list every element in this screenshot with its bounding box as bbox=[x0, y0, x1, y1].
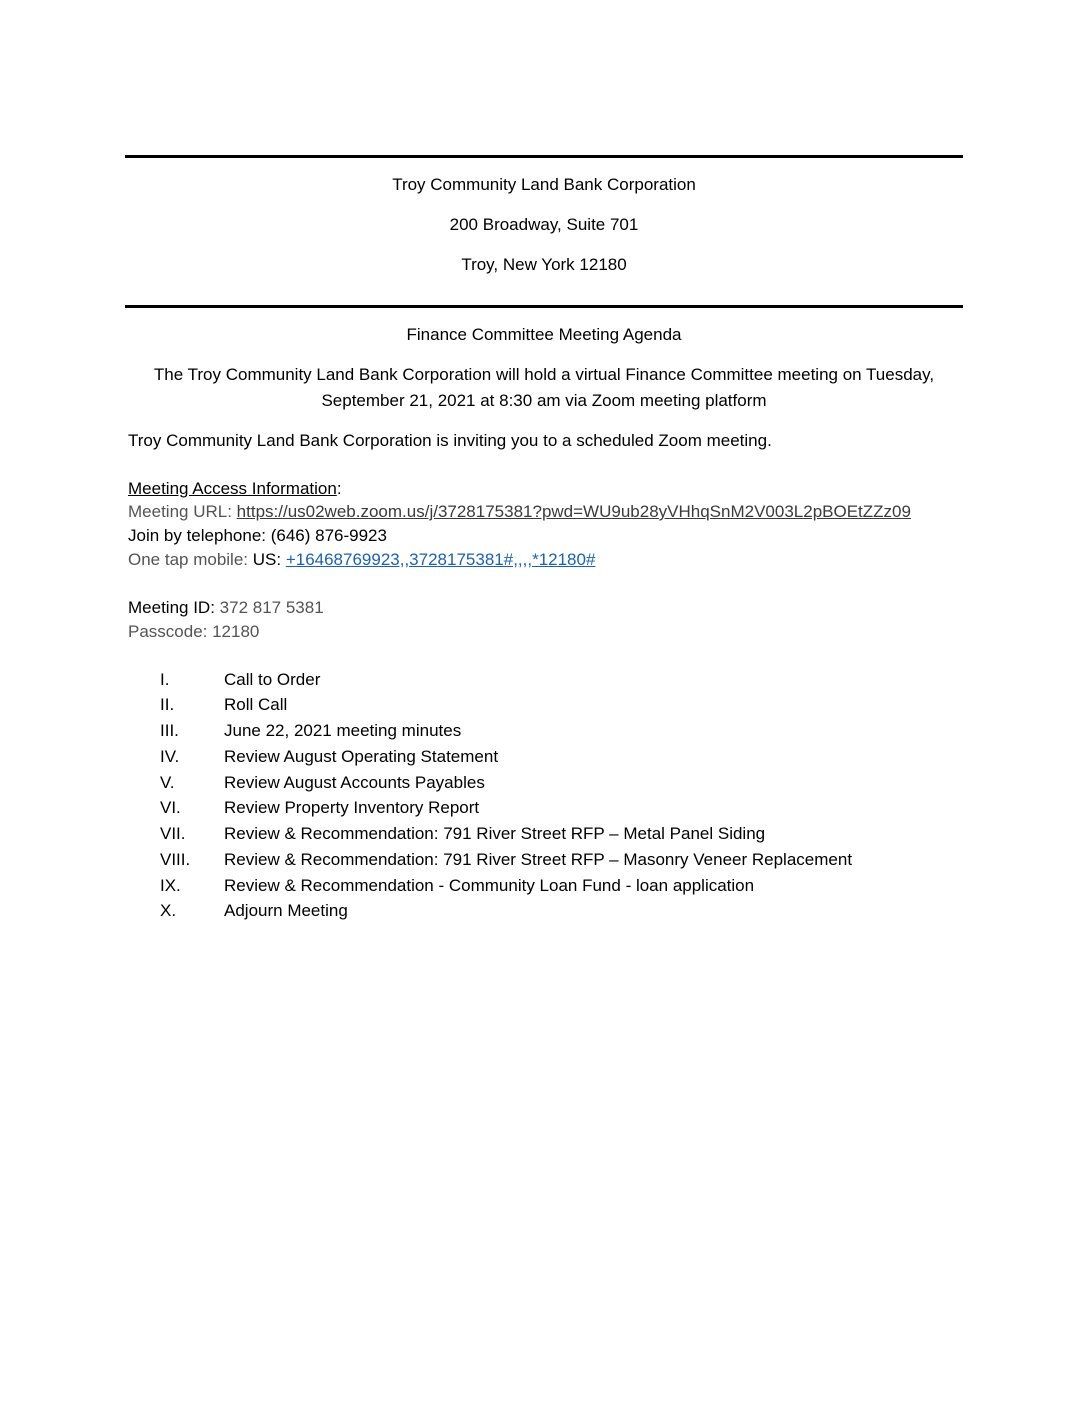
address-line-1: 200 Broadway, Suite 701 bbox=[449, 215, 639, 234]
invitation-text: Troy Community Land Bank Corporation is inviting you to a scheduled Zoom meeting. bbox=[128, 431, 772, 450]
one-tap-label: One tap mobile: bbox=[128, 550, 253, 569]
agenda-item-text: June 22, 2021 meeting minutes bbox=[224, 721, 462, 740]
one-tap-prefix: US: bbox=[252, 550, 286, 569]
agenda-item-text: Review & Recommendation: 791 River Street RFP – Metal Panel Siding bbox=[224, 824, 766, 843]
announcement-line-2: September 21, 2021 at 8:30 am via Zoom meeting platform bbox=[321, 391, 767, 410]
agenda-item-text: Call to Order bbox=[224, 670, 321, 689]
agenda-item-number: IV. bbox=[160, 747, 180, 766]
meeting-id-row bbox=[128, 597, 324, 619]
agenda-item-text: Review August Accounts Payables bbox=[224, 773, 485, 792]
top-divider bbox=[125, 155, 963, 158]
agenda-item-number: III. bbox=[160, 721, 179, 740]
meeting-url-link[interactable]: https://us02web.zoom.us/j/3728175381?pwd=WU9ub28yVHhqSnM2V003L2pBOEtZZz09 bbox=[236, 502, 911, 521]
access-heading-colon: : bbox=[336, 479, 342, 498]
address-line-2: Troy, New York 12180 bbox=[461, 255, 627, 274]
header-divider bbox=[125, 305, 963, 308]
agenda-item-number: V. bbox=[160, 773, 175, 792]
meeting-url-row bbox=[128, 501, 911, 523]
agenda-item-text: Review & Recommendation - Community Loan Fund - loan application bbox=[224, 876, 755, 895]
agenda-item-text: Adjourn Meeting bbox=[224, 901, 348, 920]
agenda-item-text: Review August Operating Statement bbox=[224, 747, 499, 766]
access-heading-row bbox=[128, 478, 342, 500]
agenda-item-number: VI. bbox=[160, 798, 181, 817]
agenda-title: Finance Committee Meeting Agenda bbox=[406, 325, 682, 344]
meeting-id-value: 372 817 5381 bbox=[219, 598, 324, 617]
access-heading: Meeting Access Information bbox=[128, 479, 337, 498]
meeting-url-label: Meeting URL: bbox=[128, 502, 237, 521]
agenda-item-text: Roll Call bbox=[224, 695, 288, 714]
announcement-line-1: The Troy Community Land Bank Corporation will hold a virtual Finance Committee meeting on Tuesday, bbox=[153, 365, 935, 384]
passcode-row: Passcode: 12180 bbox=[128, 622, 260, 641]
agenda-item-number: X. bbox=[160, 901, 177, 920]
agenda-item-number: II. bbox=[160, 695, 175, 714]
agenda-item-number: I. bbox=[160, 670, 170, 689]
agenda-item-number: VII. bbox=[160, 824, 186, 843]
agenda-item-number: VIII. bbox=[160, 850, 191, 869]
one-tap-row bbox=[128, 549, 595, 571]
one-tap-link[interactable]: +16468769923,,3728175381#,,,,*12180# bbox=[285, 550, 596, 569]
agenda-item-text: Review & Recommendation: 791 River Street RFP – Masonry Veneer Replacement bbox=[224, 850, 853, 869]
agenda-item-number: IX. bbox=[160, 876, 181, 895]
org-name: Troy Community Land Bank Corporation bbox=[392, 175, 696, 194]
telephone-row: Join by telephone: (646) 876-9923 bbox=[128, 526, 387, 545]
agenda-item-text: Review Property Inventory Report bbox=[224, 798, 480, 817]
meeting-id-label: Meeting ID: bbox=[128, 598, 220, 617]
